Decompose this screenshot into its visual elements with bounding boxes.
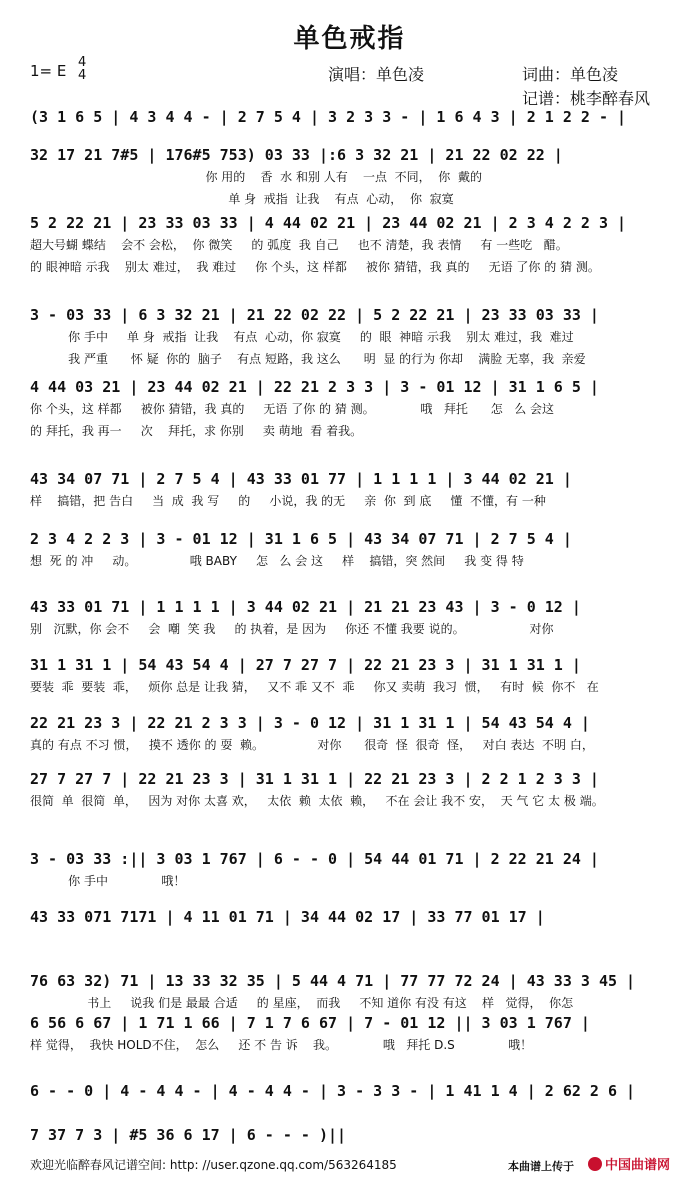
singer-credit: 演唱：单色凌 bbox=[328, 65, 425, 84]
lyric-line-1: 别 沉默，你 会不 会 嘲 笑 我 的 执着，是 因为 你还 不懂 我要 说的。 对你 bbox=[30, 622, 554, 636]
footer-upload-text: 本曲谱上传于 bbox=[508, 1160, 574, 1173]
lyric-line-1: 超大号蝴 蝶结 会不 会松， 你 微笑 的 弧度 我 自己 也不 清楚，我 表情 有 一些吃 醋。 bbox=[30, 238, 568, 252]
notation-line: 5 2 22 21 | 23 33 03 33 | 4 44 02 21 | 23 44 02 21 | 2 3 4 2 2 3 | bbox=[30, 214, 627, 232]
notation-line: 7 37 7 3 | #5 36 6 17 | 6 - - - )|| bbox=[30, 1126, 347, 1144]
time-signature bbox=[78, 56, 86, 82]
notation-line: 3 - 03 33 | 6 3 32 21 | 21 22 02 22 | 5 2 22 21 | 23 33 03 33 | bbox=[30, 306, 599, 324]
notation-line: 43 33 071 7171 | 4 11 01 71 | 34 44 02 17 | 33 77 01 17 | bbox=[30, 908, 545, 926]
lyric-line-1: 样 搞错，把 告白 当 成 我 写 的 小说，我 的无 亲 你 到 底 懂 不懂，有 一种 bbox=[30, 494, 546, 508]
lyric-line-2: 的 眼神暗 示我 别太 难过， 我 难过 你 个头，这 样都 被你 猜错，我 真的 无语 了你 的 猜 测。 bbox=[30, 260, 600, 274]
notation-line: 76 63 32) 71 | 13 33 32 35 | 5 44 4 71 | 77 77 72 24 | 43 33 3 45 | bbox=[30, 972, 636, 990]
notation-line: 32 17 21 7#5 | 176#5 753) 03 33 |:6 3 32 21 | 21 22 02 22 | bbox=[30, 146, 563, 164]
notation-line: (3 1 6 5 | 4 3 4 4 - | 2 7 5 4 | 3 2 3 3 - | 1 6 4 3 | 2 1 2 2 - | bbox=[30, 108, 627, 126]
lyric-line-2: 我 严重 怀 疑 你的 脑子 有点 短路，我 这么 明 显 的行为 你却 满脸 无辜，我 亲爱 bbox=[30, 352, 586, 366]
logo-icon bbox=[588, 1157, 602, 1171]
lyric-line-1: 你 手中 哦！ bbox=[30, 874, 186, 888]
lyric-line-1: 很简 单 很简 单， 因为 对你 太喜 欢， 太依 赖 太依 赖， 不在 会让 我不 安， 天 气 它 太 极 端。 bbox=[30, 794, 604, 808]
notation-line: 4 44 03 21 | 23 44 02 21 | 22 21 2 3 3 | 3 - 01 12 | 31 1 6 5 | bbox=[30, 378, 599, 396]
time-signature-bottom: 4 bbox=[78, 68, 87, 83]
lyricist-credit: 词曲：单色凌 bbox=[522, 65, 619, 84]
transcriber-credit: 记谱：桃李醉春风 bbox=[522, 89, 651, 108]
site-logo bbox=[588, 1154, 670, 1173]
lyric-line-1: 样 觉得， 我快 HOLD不住， 怎么 还 不 告 诉 我。 哦 拜托 D.S 哦！ bbox=[30, 1038, 533, 1052]
notation-line: 31 1 31 1 | 54 43 54 4 | 27 7 27 7 | 22 21 23 3 | 31 1 31 1 | bbox=[30, 656, 581, 674]
time-signature-top: 4 bbox=[78, 55, 87, 70]
lyric-line-1: 要装 乖 要装 乖， 烦你 总是 让我 猜， 又不 乖 又不 乖 你又 卖萌 我习 惯， 有时 候 你不 在 bbox=[30, 680, 599, 694]
lyric-line-2: 单 身 戒指 让我 有点 心动， 你 寂寞 bbox=[30, 192, 454, 206]
footer-link-text: 欢迎光临醉春风记谱空间: http: //user.qzone.qq.com/563264185 bbox=[30, 1158, 397, 1172]
notation-line: 22 21 23 3 | 22 21 2 3 3 | 3 - 0 12 | 31 1 31 1 | 54 43 54 4 | bbox=[30, 714, 590, 732]
page-title: 单色戒指 bbox=[293, 24, 406, 54]
lyric-line-1: 你 个头，这 样都 被你 猜错，我 真的 无语 了你 的 猜 测。 哦 拜托 怎 么 会这 bbox=[30, 402, 555, 416]
notation-line: 43 33 01 71 | 1 1 1 1 | 3 44 02 21 | 21 21 23 43 | 3 - 0 12 | bbox=[30, 598, 581, 616]
notation-line: 27 7 27 7 | 22 21 23 3 | 31 1 31 1 | 22 21 23 3 | 2 2 1 2 3 3 | bbox=[30, 770, 599, 788]
lyric-line-1: 你 用的 香 水 和别 人有 一点 不同， 你 戴的 bbox=[30, 170, 482, 184]
lyric-line-1: 你 手中 单 身 戒指 让我 有点 心动，你 寂寞 的 眼 神暗 示我 别太 难过，我 难过 bbox=[30, 330, 574, 344]
notation-line: 6 56 6 67 | 1 71 1 66 | 7 1 7 6 67 | 7 - 01 12 || 3 03 1 767 | bbox=[30, 1014, 590, 1032]
notation-line: 3 - 03 33 :|| 3 03 1 767 | 6 - - 0 | 54 44 01 71 | 2 22 21 24 | bbox=[30, 850, 599, 868]
lyric-line-1: 真的 有点 不习 惯， 摸不 透你 的 耍 赖。 对你 很奇 怪 很奇 怪， 对白 表达 不明 白， bbox=[30, 738, 594, 752]
logo-text: 中国曲谱网 bbox=[605, 1158, 671, 1173]
notation-line: 2 3 4 2 2 3 | 3 - 01 12 | 31 1 6 5 | 43 34 07 71 | 2 7 5 4 | bbox=[30, 530, 572, 548]
lyric-line-1: 书上 说我 们是 最最 合适 的 星座， 而我 不知 道你 有没 有这 样 觉得， 你怎 bbox=[30, 996, 574, 1010]
lyric-line-1: 想 死 的 冲 动。 哦 BABY 怎 么 会 这 样 搞错，突 然间 我 变 得 特 bbox=[30, 554, 524, 568]
notation-line: 43 34 07 71 | 2 7 5 4 | 43 33 01 77 | 1 1 1 1 | 3 44 02 21 | bbox=[30, 470, 572, 488]
lyric-line-2: 的 拜托，我 再一 次 拜托，求 你别 卖 萌地 看 着我。 bbox=[30, 424, 363, 438]
key-signature: 1= E bbox=[30, 62, 67, 80]
notation-line: 6 - - 0 | 4 - 4 4 - | 4 - 4 4 - | 3 - 3 3 - | 1 41 1 4 | 2 62 2 6 | bbox=[30, 1082, 636, 1100]
